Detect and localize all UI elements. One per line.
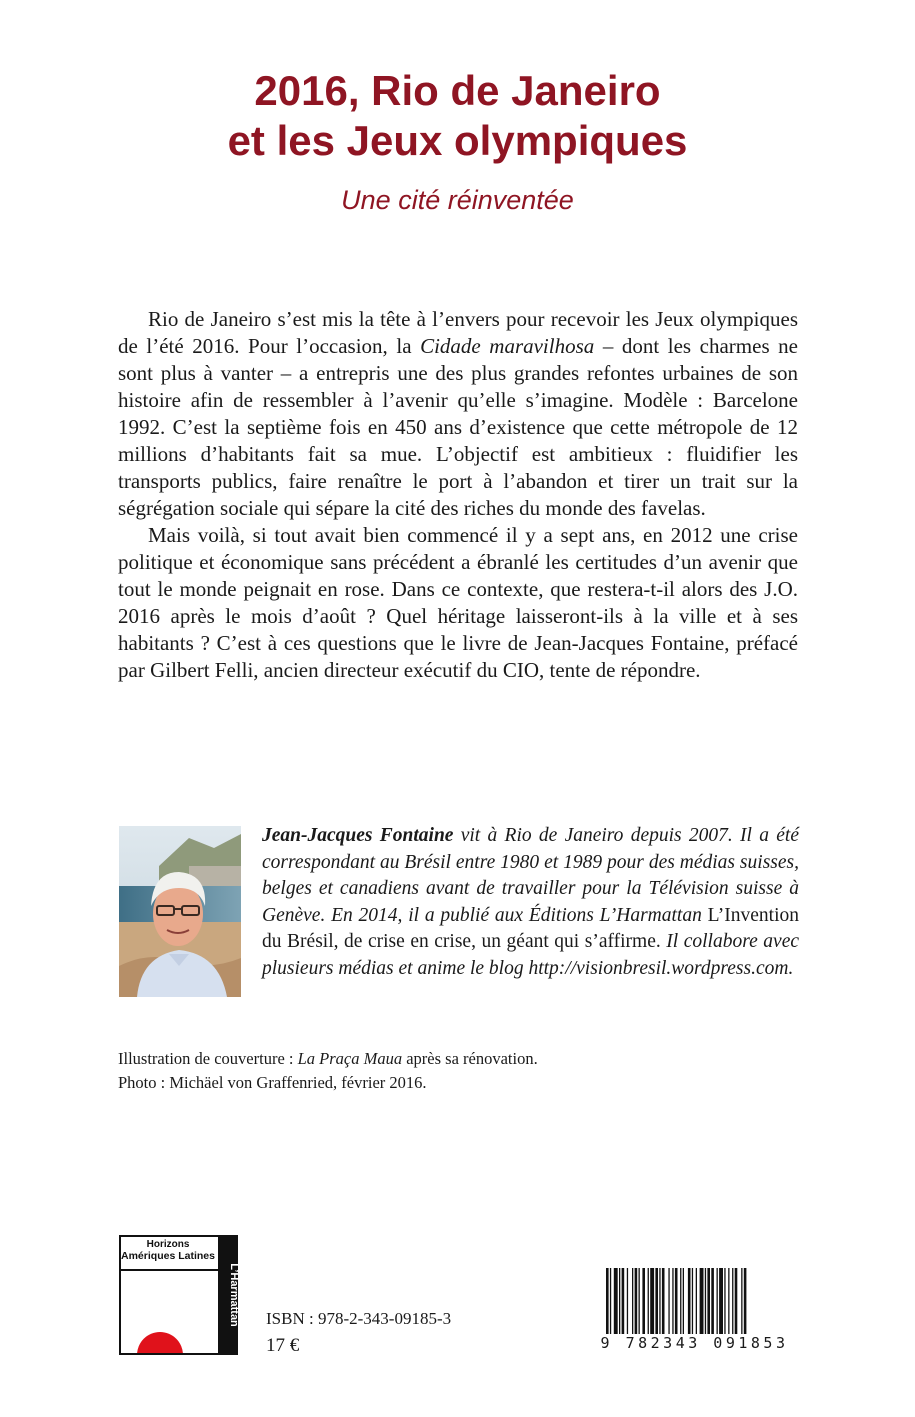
barcode-bar bbox=[675, 1268, 678, 1334]
publisher-name: L’Harmattan bbox=[228, 1263, 240, 1327]
barcode-bar bbox=[688, 1268, 691, 1334]
author-name: Jean-Jacques Fontaine bbox=[262, 825, 454, 846]
book-title-line1: 2016, Rio de Janeiro bbox=[254, 67, 661, 114]
barcode-bar bbox=[744, 1268, 747, 1334]
barcode-bar bbox=[627, 1268, 628, 1334]
barcode-bar bbox=[728, 1268, 729, 1334]
barcode-bar bbox=[619, 1268, 620, 1334]
collection-logo bbox=[119, 1235, 238, 1355]
barcode-digits: 9 782343 091853 bbox=[600, 1334, 789, 1352]
barcode-bar bbox=[705, 1268, 706, 1334]
barcode-bar bbox=[632, 1268, 633, 1334]
barcode-bar bbox=[719, 1268, 723, 1334]
barcode-bar bbox=[696, 1268, 697, 1334]
author-previous-book: L’Invention du Brésil, de crise en crise, un géant qui s’affirme. bbox=[262, 904, 799, 952]
barcode-bar bbox=[732, 1268, 733, 1334]
barcode-bar bbox=[642, 1268, 645, 1334]
barcode-bar bbox=[692, 1268, 693, 1334]
barcode-bar bbox=[622, 1268, 625, 1334]
barcode-bar bbox=[672, 1268, 673, 1334]
barcode-bar bbox=[648, 1268, 649, 1334]
collection-name-line1: Horizons bbox=[146, 1239, 190, 1250]
barcode-bar bbox=[700, 1268, 704, 1334]
author-photo bbox=[119, 826, 241, 997]
barcode-bar bbox=[635, 1268, 638, 1334]
barcode-bar bbox=[610, 1268, 611, 1334]
collection-name-line2: Amériques Latines bbox=[121, 1250, 215, 1262]
barcode-bar bbox=[639, 1268, 640, 1334]
barcode-bar bbox=[668, 1268, 669, 1334]
back-cover-blurb bbox=[118, 306, 798, 684]
photo-credit: Photo : Michäel von Graffenried, février 2016. bbox=[118, 1073, 427, 1092]
book-title bbox=[0, 66, 915, 166]
barcode-bar bbox=[707, 1268, 710, 1334]
barcode-bar bbox=[741, 1268, 742, 1334]
barcode-bar bbox=[655, 1268, 658, 1334]
barcode-bar bbox=[606, 1268, 609, 1334]
barcode-bar bbox=[650, 1268, 654, 1334]
cover-credits bbox=[118, 1047, 678, 1095]
barcode-bar bbox=[711, 1268, 714, 1334]
barcode-bar bbox=[683, 1268, 684, 1334]
barcode-bar bbox=[614, 1268, 618, 1334]
barcode-bar bbox=[724, 1268, 725, 1334]
blurb-paragraph-2: Mais voilà, si tout avait bien commencé il y a sept ans, en 2012 une crise politique et économique sans précédent a ébranlé les certitudes d’un avenir que tout le monde peignait en rose. Dans ce contexte, que restera-t-il alors des J.O. 2016 après le mois d’août ? Quel héritage laisseront-ils à la ville et à ses habitants ? C’est à ces questions que le livre de Jean-Jacques Fontaine, préfacé par Gilbert Felli, ancien directeur exécutif du CIO, tente de répondre. bbox=[118, 523, 798, 682]
barcode-bar bbox=[659, 1268, 660, 1334]
blurb-paragraph-1: Rio de Janeiro s’est mis la tête à l’envers pour recevoir les Jeux olympiques de l’été 2016. Pour l’occasion, la Cidade maravilhosa – dont les charmes ne sont plus à vanter – a entrepris une des plus grandes refontes urbaines de son histoire afin de ressembler à l’avenir qu’elle s’imagine. Modèle : Barcelone 1992. C’est la septième fois en 450 ans d’existence que cette métropole de 12 millions d’habitants fait sa mue. L’objectif est ambitieux : fluidifier les transports publics, faire renaître le port à l’abandon et tirer un trait sur la ségrégation sociale qui sépare la cité des riches du monde des favelas. bbox=[118, 307, 798, 520]
isbn: ISBN : 978-2-343-09185-3 bbox=[266, 1309, 452, 1328]
author-bio: Jean-Jacques Fontaine vit à Rio de Janeiro depuis 2007. Il a été correspondant au Brésil entre 1980 et 1989 pour des médias suisses, belges et canadiens avant de travailler pour la Télévision suisse à Genève. En 2014, il a publié aux Éditions L’Harmattan L’Invention du Brésil, de crise en crise, un géant qui s’affirme. Il collabore avec plusieurs médias et anime le blog http://visionbresil.wordpress.com. bbox=[262, 825, 800, 979]
illustration-credit: Illustration de couverture : La Praça Maua après sa rénovation. bbox=[118, 1049, 538, 1068]
barcode-bar bbox=[735, 1268, 738, 1334]
price: 17 € bbox=[266, 1335, 300, 1356]
book-title-line2: et les Jeux olympiques bbox=[227, 117, 688, 164]
book-subtitle: Une cité réinventée bbox=[341, 185, 574, 215]
barcode-bar bbox=[717, 1268, 718, 1334]
barcode-bar bbox=[680, 1268, 681, 1334]
barcode-bar bbox=[662, 1268, 665, 1334]
